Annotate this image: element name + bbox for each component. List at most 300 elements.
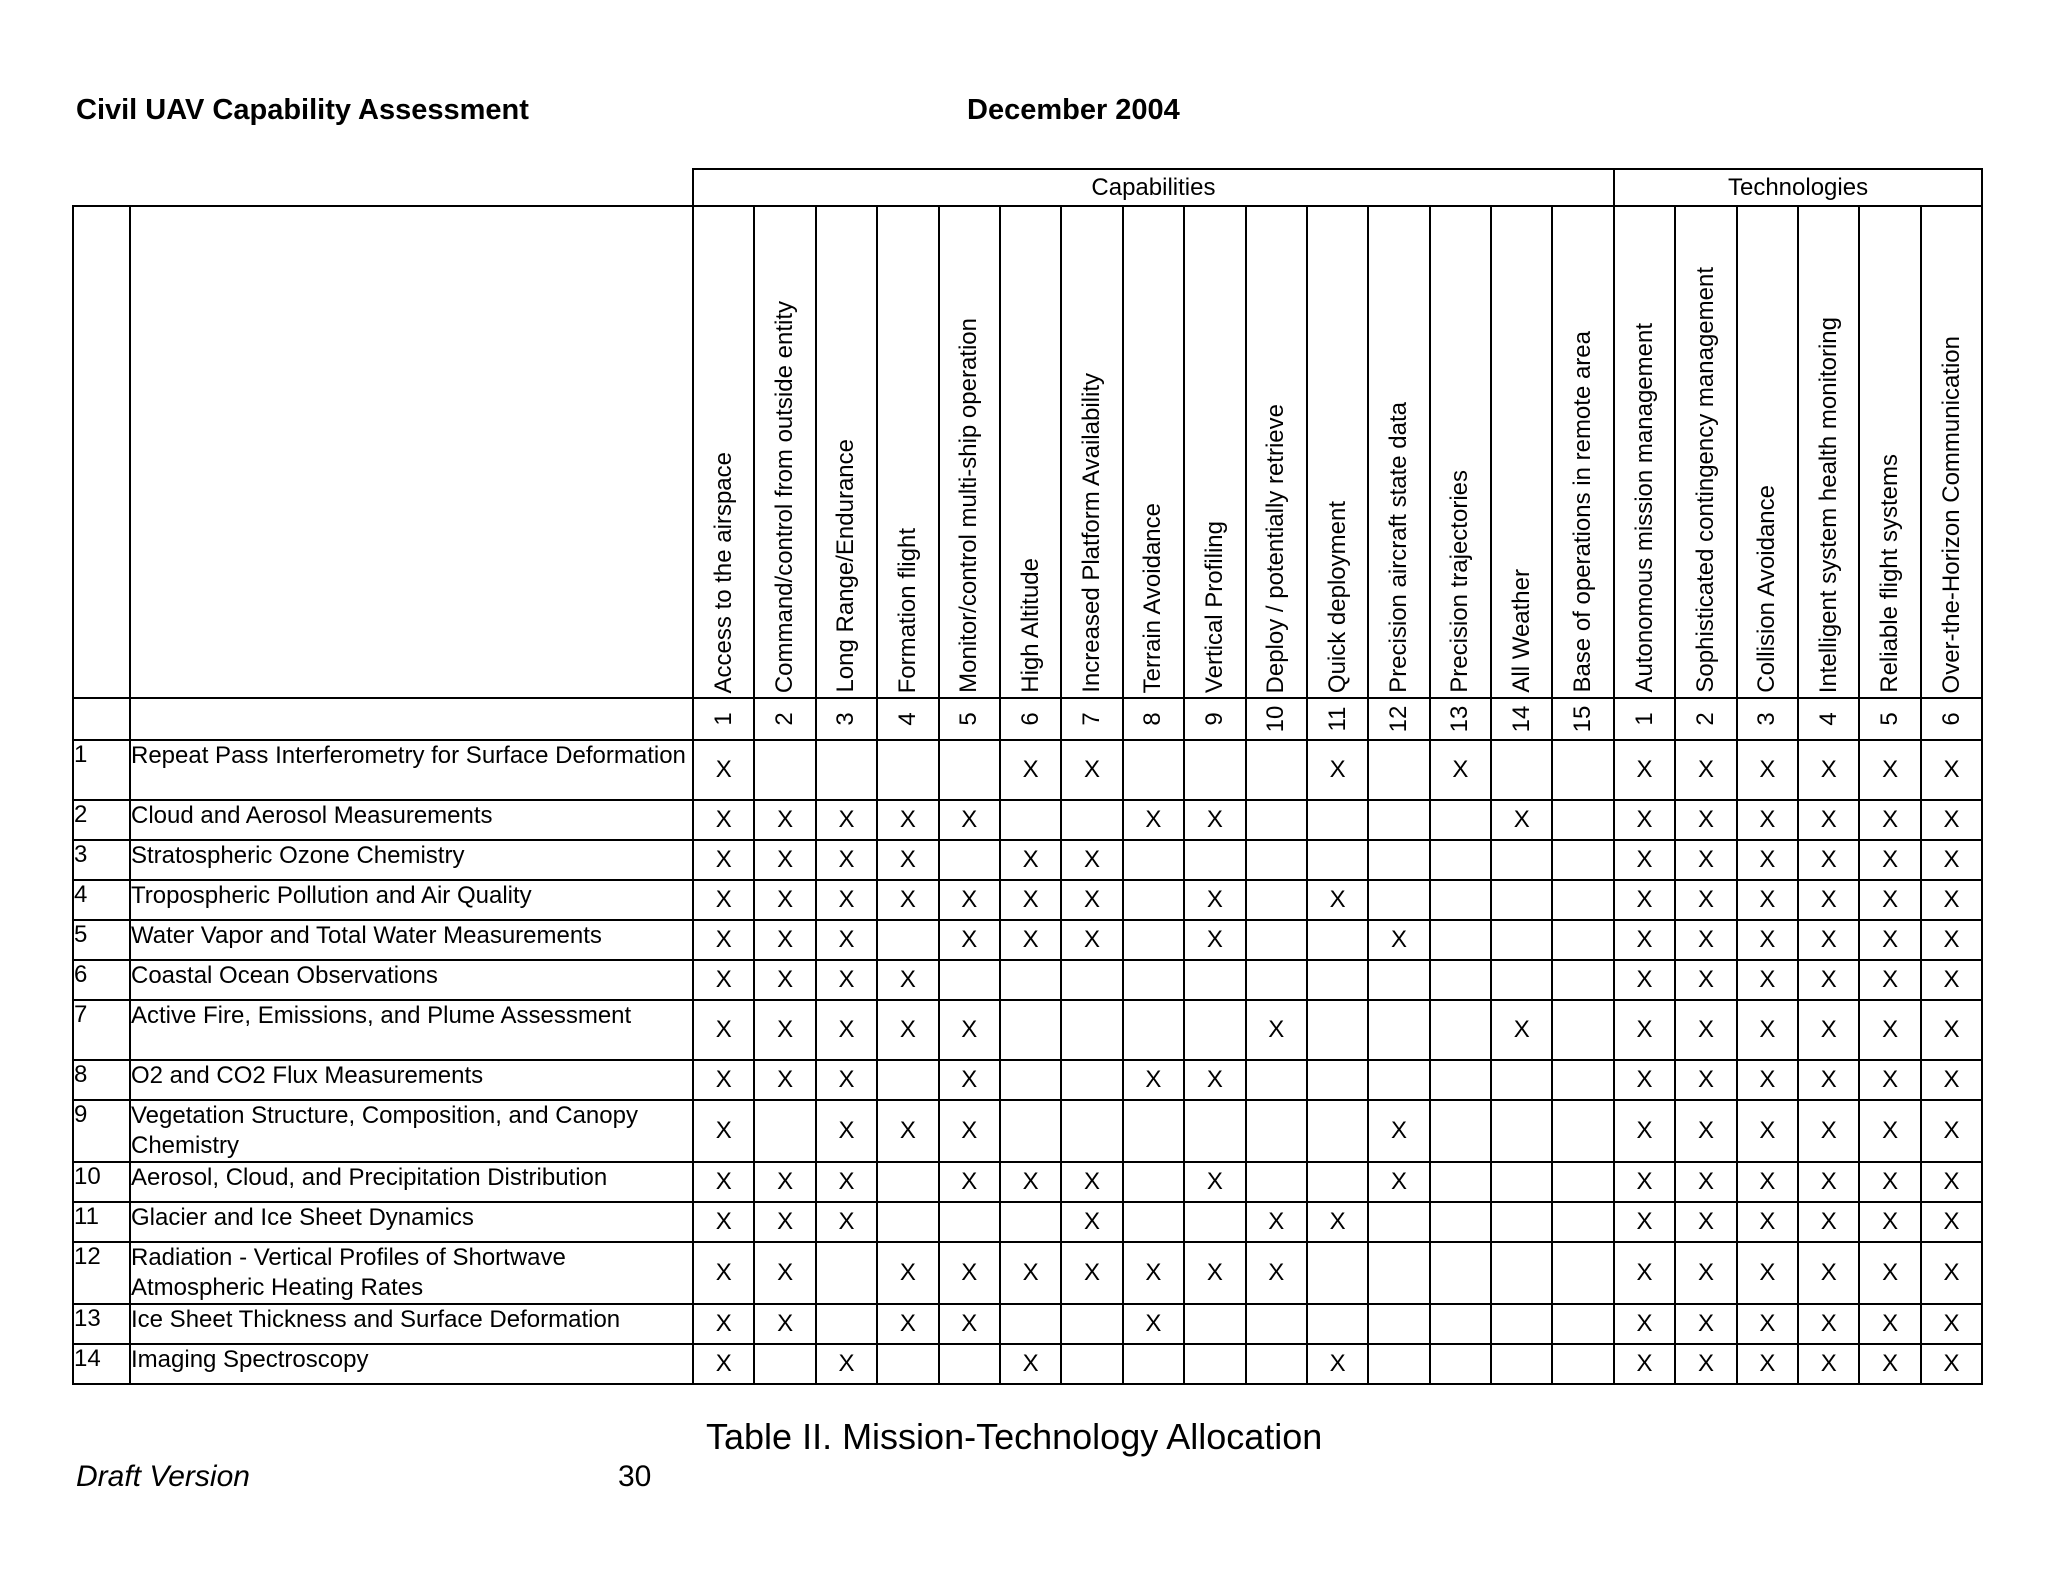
empty-cell	[1552, 1304, 1613, 1344]
empty-cell	[1430, 1304, 1491, 1344]
mark-cell: X	[1000, 1162, 1061, 1202]
mark-cell: X	[754, 1162, 815, 1202]
empty-cell	[1430, 960, 1491, 1000]
mark-cell: X	[1184, 880, 1245, 920]
mark-cell: X	[1737, 840, 1798, 880]
mark-cell: X	[1246, 1000, 1307, 1060]
mark-cell: X	[693, 740, 754, 800]
mark-cell: X	[693, 800, 754, 840]
empty-cell	[1491, 1344, 1552, 1384]
table-row	[73, 1100, 1982, 1162]
mark-cell: X	[693, 960, 754, 1000]
technology-label: Over-the-Horizon Communication	[1937, 335, 1965, 693]
mark-cell: X	[816, 1000, 877, 1060]
mark-cell: X	[877, 840, 938, 880]
empty-cell	[1552, 920, 1613, 960]
empty-cell	[877, 1202, 938, 1242]
mark-cell: X	[1737, 1060, 1798, 1100]
capability-label: Monitor/control multi-ship operation	[955, 318, 983, 693]
mark-cell: X	[693, 840, 754, 880]
technology-number: 4	[1814, 712, 1842, 726]
mark-cell: X	[693, 1000, 754, 1060]
empty-cell	[1246, 840, 1307, 880]
empty-cell	[754, 1344, 815, 1384]
mark-cell: X	[877, 1100, 938, 1162]
capability-header	[754, 206, 815, 698]
table-row	[73, 800, 1982, 840]
mark-cell: X	[877, 880, 938, 920]
mark-cell: X	[1184, 1060, 1245, 1100]
empty-cell	[1000, 1000, 1061, 1060]
mark-cell: X	[1798, 840, 1859, 880]
mark-cell: X	[1123, 1242, 1184, 1304]
mark-cell: X	[1737, 1304, 1798, 1344]
empty-cell	[1307, 1100, 1368, 1162]
technology-label: Collision Avoidance	[1753, 485, 1781, 693]
empty-cell	[1000, 800, 1061, 840]
mission-name: Water Vapor and Total Water Measurements	[130, 920, 693, 960]
mark-cell: X	[1307, 880, 1368, 920]
mark-cell: X	[877, 960, 938, 1000]
mission-name: Cloud and Aerosol Measurements	[130, 800, 693, 840]
empty-cell	[939, 960, 1000, 1000]
mark-cell: X	[1675, 1060, 1736, 1100]
table-row	[73, 1162, 1982, 1202]
empty-cell	[1246, 920, 1307, 960]
mark-cell: X	[1859, 880, 1920, 920]
empty-cell	[1246, 800, 1307, 840]
row-id: 9	[73, 1100, 130, 1162]
capability-num-cell	[1430, 698, 1491, 740]
mark-cell: X	[1921, 960, 1982, 1000]
mark-cell: X	[939, 920, 1000, 960]
technology-num-cell	[1921, 698, 1982, 740]
technology-header	[1859, 206, 1920, 698]
capability-num-cell	[1184, 698, 1245, 740]
empty-cell	[877, 1060, 938, 1100]
mark-cell: X	[1061, 1162, 1122, 1202]
empty-cell	[1368, 1000, 1429, 1060]
mission-technology-table	[72, 168, 1983, 1385]
mark-cell: X	[1123, 800, 1184, 840]
capability-label: Precision trajectories	[1446, 470, 1474, 693]
mark-cell: X	[693, 880, 754, 920]
mark-cell: X	[1859, 1344, 1920, 1384]
mark-cell: X	[1000, 920, 1061, 960]
mark-cell: X	[1859, 740, 1920, 800]
empty-cell	[1430, 1344, 1491, 1384]
table-row	[73, 920, 1982, 960]
empty-cell	[1000, 1304, 1061, 1344]
technology-label: Autonomous mission management	[1630, 323, 1658, 693]
table-row	[73, 1242, 1982, 1304]
mark-cell: X	[1307, 740, 1368, 800]
mark-cell: X	[754, 960, 815, 1000]
table-row	[73, 1000, 1982, 1060]
empty-cell	[1246, 1344, 1307, 1384]
blank-corner	[73, 169, 693, 206]
empty-cell	[877, 1162, 938, 1202]
empty-cell	[1307, 800, 1368, 840]
empty-cell	[1123, 740, 1184, 800]
mark-cell: X	[1430, 740, 1491, 800]
mission-name-header	[130, 206, 693, 698]
empty-cell	[1368, 1060, 1429, 1100]
mark-cell: X	[1675, 1202, 1736, 1242]
mark-cell: X	[1798, 1344, 1859, 1384]
empty-cell	[1123, 1344, 1184, 1384]
empty-cell	[754, 1100, 815, 1162]
technology-label: Intelligent system health monitoring	[1814, 316, 1842, 693]
mark-cell: X	[816, 920, 877, 960]
capability-number: 14	[1507, 705, 1535, 733]
mark-cell: X	[1737, 960, 1798, 1000]
empty-cell	[754, 740, 815, 800]
empty-cell	[1246, 1304, 1307, 1344]
empty-cell	[1000, 1202, 1061, 1242]
empty-cell	[1246, 740, 1307, 800]
mark-cell: X	[1614, 840, 1675, 880]
mark-cell: X	[1368, 1100, 1429, 1162]
empty-cell	[1491, 1202, 1552, 1242]
mark-cell: X	[1737, 920, 1798, 960]
row-id-header	[73, 206, 130, 698]
capability-num-cell	[1123, 698, 1184, 740]
capability-header	[816, 206, 877, 698]
technology-num-cell	[1859, 698, 1920, 740]
capability-num-cell	[1552, 698, 1613, 740]
mark-cell: X	[1921, 840, 1982, 880]
row-id: 5	[73, 920, 130, 960]
empty-cell	[1368, 1202, 1429, 1242]
table-row	[73, 880, 1982, 920]
empty-cell	[1184, 1202, 1245, 1242]
mark-cell: X	[1737, 800, 1798, 840]
empty-cell	[1184, 840, 1245, 880]
technology-number: 1	[1630, 712, 1658, 726]
empty-cell	[1491, 740, 1552, 800]
row-id: 3	[73, 840, 130, 880]
mark-cell: X	[754, 840, 815, 880]
mark-cell: X	[1061, 1202, 1122, 1242]
empty-cell	[1552, 1060, 1613, 1100]
mark-cell: X	[939, 800, 1000, 840]
mark-cell: X	[1000, 740, 1061, 800]
empty-cell	[939, 1202, 1000, 1242]
mark-cell: X	[754, 1060, 815, 1100]
mark-cell: X	[1737, 1100, 1798, 1162]
mark-cell: X	[1368, 920, 1429, 960]
mission-name: Stratospheric Ozone Chemistry	[130, 840, 693, 880]
table-row	[73, 840, 1982, 880]
mark-cell: X	[1675, 1344, 1736, 1384]
mission-name: Active Fire, Emissions, and Plume Assessment	[130, 1000, 693, 1060]
empty-cell	[1061, 1100, 1122, 1162]
mark-cell: X	[1614, 1060, 1675, 1100]
empty-cell	[1307, 1242, 1368, 1304]
footer-version: Draft Version	[76, 1460, 250, 1493]
capability-number: 10	[1262, 705, 1290, 733]
empty-cell	[1430, 920, 1491, 960]
table-row	[73, 740, 1982, 800]
capability-number: 5	[955, 712, 983, 726]
mark-cell: X	[1859, 1242, 1920, 1304]
row-id: 10	[73, 1162, 130, 1202]
mark-cell: X	[816, 1202, 877, 1242]
technology-num-cell	[1675, 698, 1736, 740]
mark-cell: X	[877, 800, 938, 840]
capability-number: 12	[1384, 705, 1412, 733]
mark-cell: X	[1859, 1304, 1920, 1344]
mark-cell: X	[1859, 1202, 1920, 1242]
empty-cell	[1552, 1162, 1613, 1202]
empty-cell	[1123, 880, 1184, 920]
mark-cell: X	[1491, 1000, 1552, 1060]
mark-cell: X	[1921, 1202, 1982, 1242]
mark-cell: X	[816, 960, 877, 1000]
row-id: 4	[73, 880, 130, 920]
mark-cell: X	[1921, 1162, 1982, 1202]
mark-cell: X	[816, 1344, 877, 1384]
capability-header	[1307, 206, 1368, 698]
capability-header	[1368, 206, 1429, 698]
empty-cell	[1184, 1100, 1245, 1162]
mark-cell: X	[1614, 960, 1675, 1000]
row-id: 11	[73, 1202, 130, 1242]
mark-cell: X	[1491, 800, 1552, 840]
capability-num-cell	[1307, 698, 1368, 740]
capability-num-cell	[1061, 698, 1122, 740]
mark-cell: X	[1368, 1162, 1429, 1202]
capability-label: High Altitude	[1016, 558, 1044, 693]
empty-cell	[1307, 960, 1368, 1000]
mark-cell: X	[1061, 740, 1122, 800]
mark-cell: X	[877, 1242, 938, 1304]
capability-label: Vertical Profiling	[1200, 520, 1228, 693]
mark-cell: X	[1614, 1162, 1675, 1202]
empty-cell	[1368, 800, 1429, 840]
technology-num-cell	[1737, 698, 1798, 740]
empty-cell	[1061, 1000, 1122, 1060]
mark-cell: X	[1614, 1344, 1675, 1384]
mark-cell: X	[1859, 1000, 1920, 1060]
mark-cell: X	[693, 920, 754, 960]
mark-cell: X	[1798, 1100, 1859, 1162]
empty-cell	[1368, 880, 1429, 920]
mark-cell: X	[693, 1100, 754, 1162]
capability-header	[939, 206, 1000, 698]
empty-cell	[1430, 1000, 1491, 1060]
empty-cell	[1552, 740, 1613, 800]
empty-cell	[1184, 1344, 1245, 1384]
mark-cell: X	[1614, 1100, 1675, 1162]
empty-cell	[1123, 920, 1184, 960]
mark-cell: X	[754, 920, 815, 960]
mark-cell: X	[693, 1304, 754, 1344]
empty-cell	[939, 840, 1000, 880]
capability-label: Command/control from outside entity	[771, 300, 799, 693]
row-id: 2	[73, 800, 130, 840]
mission-name: Ice Sheet Thickness and Surface Deformation	[130, 1304, 693, 1344]
technology-label: Reliable flight systems	[1876, 454, 1904, 693]
mark-cell: X	[1921, 1060, 1982, 1100]
mark-cell: X	[1798, 1000, 1859, 1060]
mark-cell: X	[1614, 800, 1675, 840]
technology-header	[1614, 206, 1675, 698]
mission-name: Glacier and Ice Sheet Dynamics	[130, 1202, 693, 1242]
empty-cell	[1368, 1304, 1429, 1344]
mark-cell: X	[1921, 1000, 1982, 1060]
table-row	[73, 1344, 1982, 1384]
mark-cell: X	[816, 800, 877, 840]
mark-cell: X	[1614, 1202, 1675, 1242]
capability-header	[1246, 206, 1307, 698]
empty-cell	[1491, 920, 1552, 960]
empty-cell	[1552, 1000, 1613, 1060]
capability-number: 1	[709, 712, 737, 726]
empty-cell	[816, 1242, 877, 1304]
empty-cell	[1000, 1060, 1061, 1100]
mark-cell: X	[693, 1202, 754, 1242]
group-header-capabilities: Capabilities	[693, 169, 1614, 206]
empty-cell	[1552, 1202, 1613, 1242]
empty-cell	[1430, 1100, 1491, 1162]
mark-cell: X	[1307, 1344, 1368, 1384]
mission-name: Repeat Pass Interferometry for Surface Deformation	[130, 740, 693, 800]
mark-cell: X	[1061, 840, 1122, 880]
empty-cell	[877, 1344, 938, 1384]
mark-cell: X	[1614, 1304, 1675, 1344]
mark-cell: X	[816, 1060, 877, 1100]
mission-name: Imaging Spectroscopy	[130, 1344, 693, 1384]
row-id: 14	[73, 1344, 130, 1384]
mark-cell: X	[1798, 1162, 1859, 1202]
mark-cell: X	[1859, 1060, 1920, 1100]
empty-cell	[1430, 1202, 1491, 1242]
mark-cell: X	[1614, 880, 1675, 920]
mark-cell: X	[939, 1060, 1000, 1100]
empty-cell	[1061, 1304, 1122, 1344]
capability-header	[1061, 206, 1122, 698]
mark-cell: X	[939, 880, 1000, 920]
empty-cell	[1246, 1100, 1307, 1162]
capability-number: 6	[1016, 712, 1044, 726]
mark-cell: X	[1675, 1242, 1736, 1304]
mark-cell: X	[1184, 1242, 1245, 1304]
capability-number: 2	[771, 712, 799, 726]
empty-cell	[1061, 1344, 1122, 1384]
mark-cell: X	[1798, 1242, 1859, 1304]
document-date: December 2004	[967, 94, 1180, 126]
mark-cell: X	[1000, 1242, 1061, 1304]
empty-cell	[1307, 840, 1368, 880]
empty-cell	[1491, 880, 1552, 920]
mark-cell: X	[1859, 840, 1920, 880]
empty-cell	[877, 920, 938, 960]
mark-cell: X	[1614, 920, 1675, 960]
mark-cell: X	[754, 1242, 815, 1304]
empty-cell	[877, 740, 938, 800]
capability-label: Precision aircraft state data	[1384, 402, 1412, 693]
empty-cell	[1552, 960, 1613, 1000]
empty-cell	[1430, 1162, 1491, 1202]
row-id: 1	[73, 740, 130, 800]
group-header-technologies: Technologies	[1614, 169, 1982, 206]
empty-cell	[1307, 1000, 1368, 1060]
capability-header	[1552, 206, 1613, 698]
capability-num-cell	[693, 698, 754, 740]
document-title: Civil UAV Capability Assessment	[76, 94, 529, 126]
table-row	[73, 1060, 1982, 1100]
mark-cell: X	[693, 1242, 754, 1304]
technology-header	[1737, 206, 1798, 698]
mark-cell: X	[693, 1060, 754, 1100]
mark-cell: X	[1737, 1162, 1798, 1202]
table-row	[73, 960, 1982, 1000]
technology-header	[1798, 206, 1859, 698]
technology-num-cell	[1798, 698, 1859, 740]
empty-cell	[1123, 1000, 1184, 1060]
table-row	[73, 1304, 1982, 1344]
mark-cell: X	[1737, 1242, 1798, 1304]
mark-cell: X	[1859, 800, 1920, 840]
mark-cell: X	[939, 1242, 1000, 1304]
empty-cell	[1552, 1344, 1613, 1384]
mark-cell: X	[1614, 1242, 1675, 1304]
row-id: 8	[73, 1060, 130, 1100]
capability-number: 15	[1569, 705, 1597, 733]
mark-cell: X	[1921, 880, 1982, 920]
mark-cell: X	[1675, 740, 1736, 800]
empty-cell	[1368, 840, 1429, 880]
technology-num-cell	[1614, 698, 1675, 740]
capability-label: Long Range/Endurance	[832, 439, 860, 693]
empty-cell	[1061, 1060, 1122, 1100]
mission-name: Coastal Ocean Observations	[130, 960, 693, 1000]
empty-cell	[1491, 1304, 1552, 1344]
capability-header	[1430, 206, 1491, 698]
empty-cell	[1307, 1304, 1368, 1344]
mission-name: Radiation - Vertical Profiles of Shortwave Atmospheric Heating Rates	[130, 1242, 693, 1304]
empty-cell	[1061, 800, 1122, 840]
mark-cell: X	[1859, 1162, 1920, 1202]
mark-cell: X	[1000, 840, 1061, 880]
mission-name-num-cell	[130, 698, 693, 740]
mission-name: Tropospheric Pollution and Air Quality	[130, 880, 693, 920]
capability-num-cell	[1000, 698, 1061, 740]
empty-cell	[1307, 1162, 1368, 1202]
technology-number: 6	[1937, 712, 1965, 726]
mark-cell: X	[1246, 1242, 1307, 1304]
empty-cell	[1184, 960, 1245, 1000]
mark-cell: X	[1123, 1304, 1184, 1344]
technology-number: 3	[1753, 712, 1781, 726]
mark-cell: X	[1675, 920, 1736, 960]
empty-cell	[1491, 1162, 1552, 1202]
empty-cell	[1000, 960, 1061, 1000]
capability-label: Quick deployment	[1323, 500, 1351, 693]
mark-cell: X	[1798, 1060, 1859, 1100]
mark-cell: X	[1675, 800, 1736, 840]
mark-cell: X	[1737, 1202, 1798, 1242]
capability-number: 8	[1139, 712, 1167, 726]
empty-cell	[1552, 1242, 1613, 1304]
page-number: 30	[618, 1460, 652, 1493]
capability-num-cell	[939, 698, 1000, 740]
mark-cell: X	[1184, 800, 1245, 840]
empty-cell	[1246, 1162, 1307, 1202]
capability-label: Increased Platform Availability	[1078, 373, 1106, 693]
